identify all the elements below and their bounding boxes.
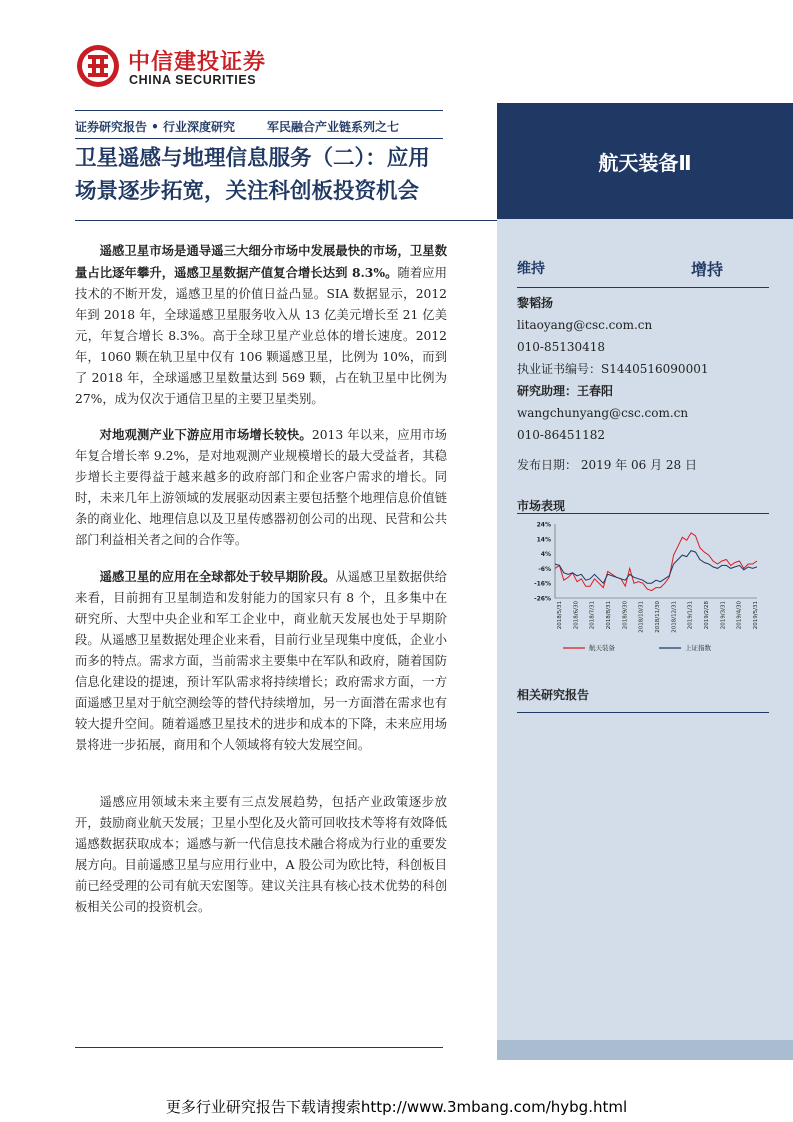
chart-x-tick-label: 2019/5/31	[753, 601, 759, 630]
title-line-2: 场景逐步拓宽，关注科创板投资机会	[75, 179, 420, 204]
chart-y-tick-label: 14%	[536, 536, 551, 544]
sidebar-footer-band	[497, 1040, 793, 1060]
chart-x-tick-label: 2019/4/30	[736, 601, 743, 630]
analyst-name: 黎韬扬	[517, 296, 554, 310]
chart-y-tick-label: -16%	[534, 580, 551, 588]
performance-rule	[517, 513, 769, 514]
paragraph-2-lead: 对地观测产业下游应用市场增长较快。	[99, 427, 312, 442]
title-line-1: 卫星遥感与地理信息服务（二）：应用	[75, 146, 430, 171]
related-rule	[517, 712, 769, 713]
chart-x-tick-label: 2018/7/31	[589, 601, 596, 630]
paragraph-1	[75, 240, 447, 410]
logo-english-text: CHINA SECURITIES	[129, 73, 257, 87]
chart-x-tick-label: 2018/6/30	[573, 601, 580, 630]
chart-x-tick-label: 2019/2/28	[704, 601, 710, 630]
paragraph-3	[75, 566, 447, 756]
footer-download-link[interactable]: 更多行业研究报告下载请搜索http://www.3mbang.com/hybg.html	[165, 1098, 628, 1116]
analyst-email[interactable]: litaoyang@csc.com.cn	[517, 318, 653, 332]
analyst-phone: 010-85130418	[517, 340, 606, 354]
chart-y-tick-label: -26%	[534, 595, 551, 603]
title-rule	[75, 138, 443, 139]
paragraph-2	[75, 424, 447, 551]
chart-series-line-2	[555, 551, 757, 584]
chart-legend-label: 上证指数	[685, 644, 711, 652]
publish-date: 发布日期： 2019 年 06 月 28 日	[517, 458, 697, 472]
chart-y-tick-label: 24%	[536, 521, 551, 529]
assistant-email[interactable]: wangchunyang@csc.com.cn	[517, 406, 689, 420]
chart-y-tick-label: 4%	[540, 551, 551, 559]
market-performance-title: 市场表现	[517, 499, 566, 513]
market-performance-chart	[513, 516, 773, 660]
chart-x-tick-label: 2018/12/31	[671, 601, 678, 633]
analyst-cert: 执业证书编号：S1440516090001	[517, 362, 709, 376]
paragraph-4	[75, 792, 447, 918]
chart-x-tick-label: 2018/10/31	[638, 601, 645, 633]
industry-name: 航天装备Ⅱ	[598, 151, 692, 175]
industry-banner	[497, 103, 793, 219]
chart-x-tick-label: 2018/9/30	[622, 601, 629, 630]
rating-previous: 维持	[517, 261, 545, 277]
chart-legend-label: 航天装备	[589, 644, 615, 652]
paragraph-1-text: 随着应用技术的不断开发，遥感卫星的价值日益凸显。SIA 数据显示，2012 年到 2018 年，全球遥感卫星服务收入从 13 亿美元增长至 21 亿美元，年复合增长 8.3%。高于全球卫星产业总体的增长速度。2012 年，1060 颗在轨卫星中仅有 106 颗遥感卫星，比例为 10%，而到了 2018 年，全球遥感卫星数量达到 569 颗，占在轨卫星中比例为 27%，成为仅次于通信卫星的主要卫星类别。	[75, 266, 447, 406]
report-series: 军民融合产业链系列之七	[267, 120, 400, 134]
paragraph-3-text: 从遥感卫星数据供给来看，目前拥有卫星制造和发射能力的国家只有 8 个，且多集中在研究所、大型中央企业和军工企业中，商业航天发展也处于早期阶段。从遥感卫星数据处理企业来看，目前行业呈现集中度低，企业小而多的特点。需求方面，当前需求主要集中在军队和政府，随着国防信息化建设的提速，预计军队需求将持续增长；政府需求方面，一方面遥感卫星对于航空测绘等的替代持续增加，另一方面潜在需求也有较大提升空间。随着遥感卫星技术的进步和成本的下降，未来应用场景将进一步拓展，商用和个人领域将有较大发展空间。	[75, 570, 447, 752]
rating-row	[517, 258, 769, 280]
report-title	[75, 142, 495, 208]
report-type: 证券研究报告 • 行业深度研究	[75, 120, 236, 134]
citic-logo-icon	[75, 43, 121, 89]
paragraph-2-text: 2013 年以来，应用市场年复合增长率 9.2%，是对地观测产业规模增长的最大受益者，其稳步增长主要得益于越来越多的政府部门和企业客户需求的增长。同时，未来几年上游领域的发展驱动因素主要包括整个地理信息价值链条的商业化、地理信息以及卫星传感器初创公司的出现、民营和公共部门利益相关者之间的合作等。	[75, 428, 447, 547]
chart-x-tick-label: 2018/5/31	[557, 601, 563, 630]
chart-x-tick-label: 2018/11/30	[655, 601, 661, 633]
paragraph-3-lead: 遥感卫星的应用在全球都处于较早期阶段。	[99, 569, 336, 584]
chart-y-tick-label: -6%	[538, 565, 551, 573]
assistant-name: 研究助理：王春阳	[517, 384, 614, 398]
rating-rule	[517, 287, 769, 288]
paragraph-4-text: 遥感应用领域未来主要有三点发展趋势，包括产业政策逐步放开，鼓励商业航天发展；卫星小型化及火箭可回收技术等将有效降低遥感数据获取成本；遥感与新一代信息技术融合将成为行业的重要发展方向。目前遥感卫星与应用行业中，A 股公司为欧比特，科创板目前已经受理的公司有航天宏图等。建议关注具有核心技术优势的科创板相关公司的投资机会。	[75, 795, 447, 914]
chart-x-tick-label: 2018/8/31	[606, 601, 612, 630]
report-meta	[75, 118, 399, 135]
assistant-phone: 010-86451182	[517, 428, 606, 442]
body-bottom-rule	[75, 1047, 443, 1048]
header-rule	[75, 110, 443, 111]
related-reports-title: 相关研究报告	[517, 688, 590, 702]
chart-series-line-1	[555, 533, 757, 591]
logo-chinese-text: 中信建投证券	[128, 50, 267, 75]
chart-x-tick-label: 2019/3/31	[720, 601, 727, 630]
analyst-info	[517, 292, 777, 446]
company-logo	[75, 43, 285, 95]
paragraph-1-lead: 遥感卫星市场是通导遥三大细分市场中发展最快的市场，卫星数量占比逐年攀升，遥感卫星数据产值复合增长达到 8.3%。	[75, 243, 447, 280]
title-bottom-rule	[75, 220, 503, 221]
rating-current: 增持	[691, 260, 724, 279]
chart-x-tick-label: 2019/1/31	[687, 601, 694, 630]
